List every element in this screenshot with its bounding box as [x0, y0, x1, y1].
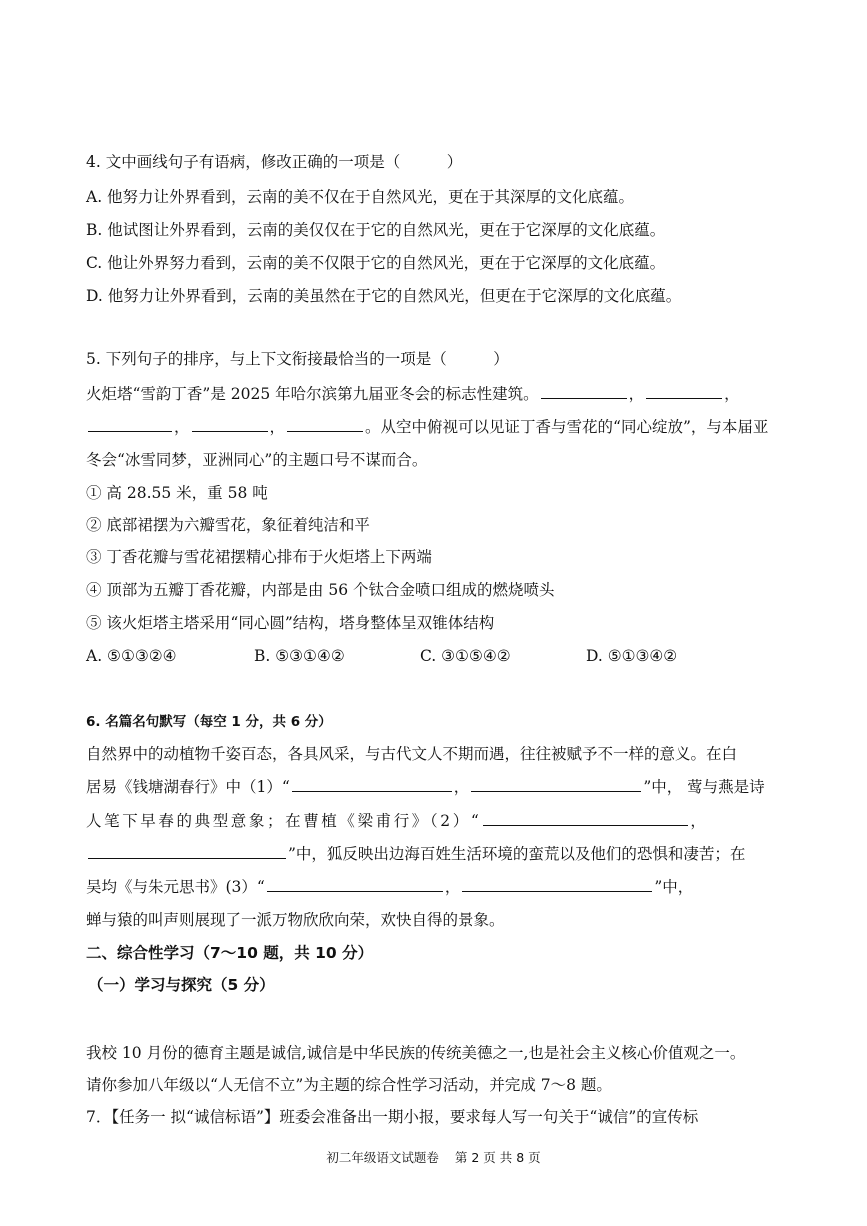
page-footer [0, 1148, 867, 1166]
q5-line1 [86, 383, 740, 405]
footer-title: 初二年级语文试题卷 [326, 1150, 439, 1165]
q6-header: 6. 名篇名句默写（每空 1 分，共 6 分） [86, 714, 332, 730]
q5-stem: 5. 下列句子的排序，与上下文衔接最恰当的一项是（ ） [86, 350, 509, 368]
q4-option-d: D. 他努力让外界看到，云南的美虽然在于它的自然风光，但更在于它深厚的文化底蕴。 [86, 287, 682, 305]
q6-blank-1[interactable] [292, 776, 452, 792]
q6-line4-text: ”中，狐反映出边海百姓生活环境的蛮荒以及他们的恐惧和凄苦；在 [288, 845, 746, 863]
q5-choice-b: B. ⑤③①④② [254, 647, 345, 665]
q6-blank-4[interactable] [88, 843, 286, 859]
q6-line5 [86, 876, 693, 898]
q6-line4 [86, 843, 745, 865]
q5-blank-5[interactable] [287, 416, 363, 432]
section2-paragraph-2: 请你参加八年级以“人无信不立”为主题的综合性学习活动，并完成 7～8 题。 [86, 1076, 612, 1094]
q4-option-a: A. 他努力让外界看到，云南的美不仅在于自然风光，更在于其深厚的文化底蕴。 [86, 188, 635, 206]
footer-page-number: 第 2 页 共 8 页 [454, 1150, 541, 1165]
q6-line6: 蝉与猿的叫声则展现了一派万物欣欣向荣，欢快自得的景象。 [86, 911, 505, 929]
q6-comma: ， [444, 878, 461, 896]
q5-comma: ， [724, 385, 740, 403]
section2-title: 二、综合性学习（7～10 题，共 10 分） [86, 944, 374, 962]
section2-subtitle: （一）学习与探究（5 分） [88, 976, 275, 994]
q6-blank-5[interactable] [267, 876, 443, 892]
q6-blank-2[interactable] [471, 776, 641, 792]
q5-item-2: ② 底部裙摆为六瓣雪花，象征着纯洁和平 [86, 516, 370, 534]
q6-blank-6[interactable] [462, 876, 652, 892]
q5-item-1: ① 高 28.55 米，重 58 吨 [86, 484, 268, 502]
q4-stem: 4. 文中画线句子有语病，修改正确的一项是（ ） [86, 153, 463, 171]
q6-line5-text-a: 吴均《与朱元思书》(3）“ [86, 878, 265, 896]
q5-item-5: ⑤ 该火炬塔主塔采用“同心圆”结构，塔身整体呈双锥体结构 [86, 614, 495, 632]
q7-stem: 7．【任务一 拟“诚信标语”】班委会准备出一期小报，要求每人写一句关于“诚信”的宣传标 [86, 1108, 699, 1126]
q4-option-b: B. 他试图让外界看到，云南的美仅仅在于它的自然风光，更在于它深厚的文化底蕴。 [86, 221, 666, 239]
q5-blank-4[interactable] [192, 416, 268, 432]
section2-paragraph-1: 我校 10 月份的德育主题是诚信,诚信是中华民族的传统美德之一,也是社会主义核心价值观之一。 [86, 1044, 746, 1062]
q5-blank-3[interactable] [88, 416, 172, 432]
q5-line1-text: 火炬塔“雪韵丁香”是 2025 年哈尔滨第九届亚冬会的标志性建筑。 [86, 385, 539, 403]
q5-line2-text: 。从空中俯视可以见证丁香与雪花的“同心绽放”，与本届亚 [365, 418, 769, 436]
q5-choice-a: A. ⑤①③②④ [86, 647, 177, 665]
q5-choice-d: D. ⑤①③④② [586, 647, 678, 665]
q5-item-3: ③ 丁香花瓣与雪花裙摆精心排布于火炬塔上下两端 [86, 548, 432, 566]
q5-blank-1[interactable] [541, 383, 627, 399]
q5-comma: ， [174, 418, 190, 436]
q6-line2-text-a: 居易《钱塘湖春行》中（1）“ [86, 778, 290, 796]
q6-line2-text-c: ”中， 莺与燕是诗 [643, 778, 765, 796]
q5-comma: ， [628, 385, 645, 403]
q4-option-c: C. 他让外界努力看到，云南的美不仅限于它的自然风光，更在于它深厚的文化底蕴。 [86, 254, 666, 272]
q6-line5-text-c: ”中， [654, 878, 694, 896]
q5-choice-c: C. ③①⑤④② [420, 647, 511, 665]
q6-line3 [86, 810, 708, 832]
q6-line1: 自然界中的动植物千姿百态，各具风采，与古代文人不期而遇，往往被赋予不一样的意义。在白 [86, 745, 738, 763]
q6-comma: ， [690, 812, 709, 830]
q6-blank-3[interactable] [483, 810, 688, 826]
q6-comma: ， [453, 778, 470, 796]
q5-line2 [86, 416, 768, 438]
q5-line3: 冬会“冰雪同梦，亚洲同心”的主题口号不谋而合。 [86, 451, 428, 469]
q5-item-4: ④ 顶部为五瓣丁香花瓣，内部是由 56 个钛合金喷口组成的燃烧喷头 [86, 581, 555, 599]
q6-line3-text: 人笔下早春的典型意象；在曹植《梁甫行》（2）“ [86, 812, 482, 830]
q5-blank-2[interactable] [646, 383, 722, 399]
q5-comma: ， [269, 418, 286, 436]
q6-line2 [86, 776, 765, 798]
